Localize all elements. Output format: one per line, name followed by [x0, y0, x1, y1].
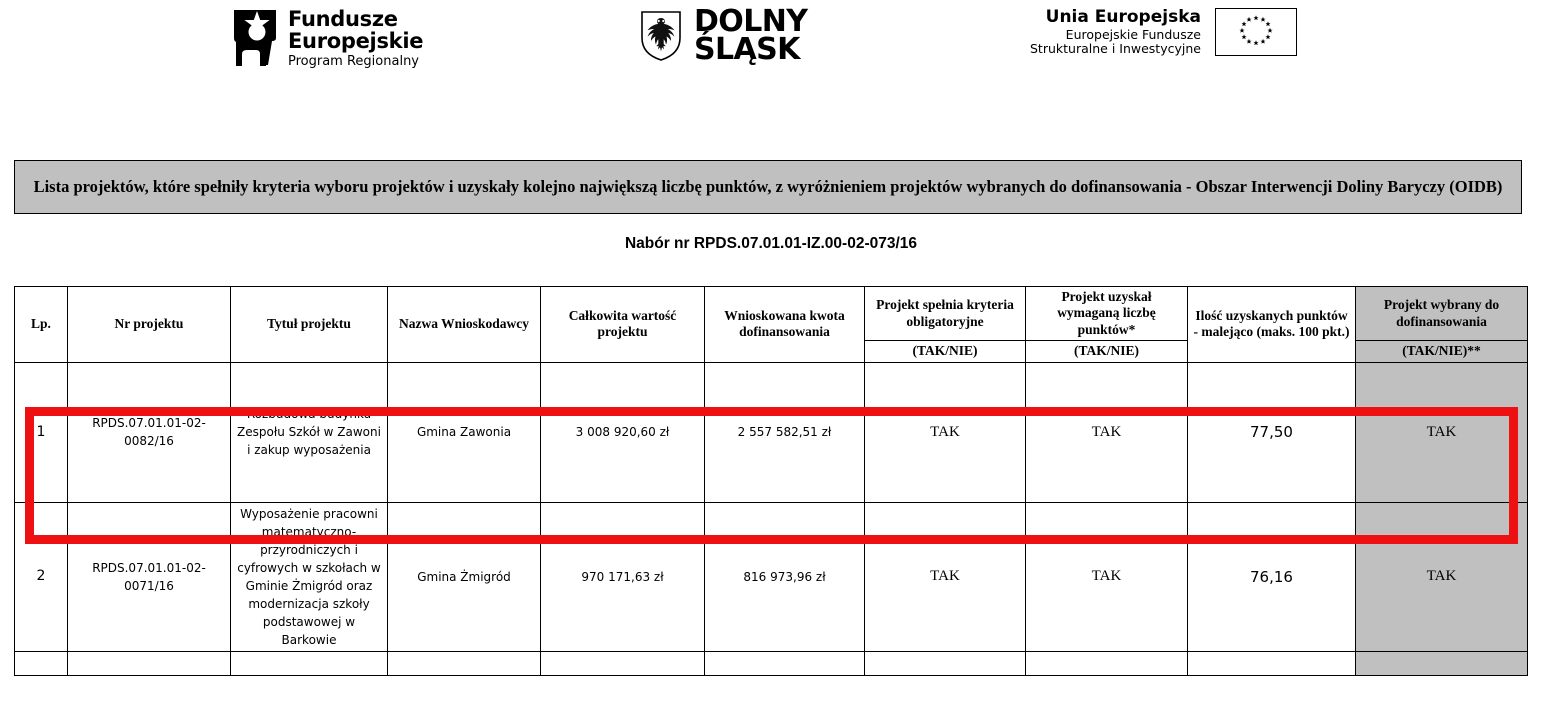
eu-flag-icon [1215, 8, 1297, 56]
ue-line3: Strukturalne i Inwestycyjne [1030, 40, 1201, 56]
cell-ilosc-punktow: 77,50 [1188, 362, 1356, 502]
cell-calkowita-wartosc: 3 008 920,60 zł [541, 362, 705, 502]
cell-projekt-wybrany: TAK [1356, 502, 1528, 651]
table-row[interactable] [15, 651, 1528, 675]
cell-wymagana-liczba-punktow: TAK [1026, 362, 1188, 502]
ue-line1: Unia Europejska [1045, 7, 1201, 28]
table-row[interactable] [15, 502, 1528, 651]
cell-ilosc-punktow: 76,16 [1188, 502, 1356, 651]
logo-unia-europejska [1030, 8, 1297, 56]
fe-line3: Program Regionalny [288, 53, 419, 69]
col-header-projekt-wybrany: Projekt wybrany do dofinansowania [1356, 287, 1528, 341]
cell-projekt-wybrany: TAK [1356, 362, 1528, 502]
cell-lp: 2 [15, 502, 68, 651]
col-header-tytul-projektu: Tytuł projektu [231, 287, 388, 363]
ds-line1: DOLNY [694, 4, 808, 39]
cell-wnioskowana-kwota: 2 557 582,51 zł [705, 362, 865, 502]
col-header-wnioskowana-kwota: Wnioskowana kwota dofinansowania [705, 287, 865, 363]
projects-table-wrapper [14, 286, 1527, 676]
page-title: Lista projektów, które spełniły kryteria wyboru projektów i uzyskały kolejno największą liczbę punktów, z wyróżnieniem projektów wybranych do dofinansowania - Obszar Interwencji Doliny Baryczy (OIDB) [33, 176, 1503, 196]
table-header [15, 287, 1528, 363]
ds-line2: ŚLĄSK [694, 32, 800, 68]
cell-nazwa-wnioskodawcy [388, 651, 541, 675]
col-header-ilosc-punktow: Ilość uzyskanych punktów - malejąco (maks. 100 pkt.) [1188, 287, 1356, 363]
fe-line1: Fundusze [288, 6, 398, 31]
table-row[interactable] [15, 362, 1528, 502]
cell-nazwa-wnioskodawcy: Gmina Zawonia [388, 362, 541, 502]
silesian-eagle-crest-icon [640, 10, 682, 62]
fundusze-europejskie-star-mark [232, 8, 278, 68]
ue-line2: Europejskie Fundusze [1065, 26, 1201, 42]
fe-line2: Europejskie [288, 28, 424, 53]
col-header-lp: Lp. [15, 287, 68, 363]
nabor-number: Nabór nr RPDS.07.01.01-IZ.00-02-073/16 [624, 235, 918, 252]
col-subheader-kryteria-obligatoryjne: (TAK/NIE) [865, 341, 1026, 362]
cell-ilosc-punktow [1188, 651, 1356, 675]
table-body [15, 362, 1528, 675]
table-header-row-main [15, 287, 1528, 341]
dolny-slask-text [694, 4, 808, 68]
cell-projekt-wybrany [1356, 651, 1528, 675]
cell-calkowita-wartosc: 970 171,63 zł [541, 502, 705, 651]
cell-wnioskowana-kwota [705, 651, 865, 675]
cell-wnioskowana-kwota: 816 973,96 zł [705, 502, 865, 651]
col-header-kryteria-obligatoryjne: Projekt spełnia kryteria obligatoryjne [865, 287, 1026, 341]
projects-table [14, 286, 1528, 676]
cell-nazwa-wnioskodawcy: Gmina Żmigród [388, 502, 541, 651]
cell-tytul-projektu: Wyposażenie pracowni matematyczno-przyrodniczych i cyfrowych w szkołach w Gminie Żmigród oraz modernizacja szkoły podstawowej w Barkowie [231, 502, 388, 651]
cell-kryteria-obligatoryjne: TAK [865, 362, 1026, 502]
cell-wymagana-liczba-punktow: TAK [1026, 502, 1188, 651]
logo-dolny-slask [640, 4, 808, 68]
cell-tytul-projektu [231, 651, 388, 675]
logo-header-bar [0, 0, 1542, 86]
cell-nr-projektu [68, 651, 231, 675]
cell-kryteria-obligatoryjne: TAK [865, 502, 1026, 651]
col-subheader-projekt-wybrany: (TAK/NIE)** [1356, 341, 1528, 362]
logo-fundusze-europejskie [232, 8, 423, 68]
cell-nr-projektu: RPDS.07.01.01-02-0082/16 [68, 362, 231, 502]
fundusze-europejskie-text [288, 6, 424, 69]
unia-europejska-text [1030, 8, 1201, 55]
col-header-calkowita-wartosc: Całkowita wartość projektu [541, 287, 705, 363]
cell-tytul-projektu: Rozbudowa budynku Zespołu Szkół w Zawoni i zakup wyposażenia [231, 362, 388, 502]
cell-wymagana-liczba-punktow [1026, 651, 1188, 675]
col-header-wymagana-liczba-punktow: Projekt uzyskał wymaganą liczbę punktów* [1026, 287, 1188, 341]
cell-lp: 1 [15, 362, 68, 502]
cell-lp [15, 651, 68, 675]
list-title-band [14, 160, 1522, 214]
col-header-nr-projektu: Nr projektu [68, 287, 231, 363]
col-header-nazwa-wnioskodawcy: Nazwa Wnioskodawcy [388, 287, 541, 363]
cell-nr-projektu: RPDS.07.01.01-02-0071/16 [68, 502, 231, 651]
col-subheader-wymagana-liczba-punktow: (TAK/NIE) [1026, 341, 1188, 362]
cell-calkowita-wartosc [541, 651, 705, 675]
cell-kryteria-obligatoryjne [865, 651, 1026, 675]
